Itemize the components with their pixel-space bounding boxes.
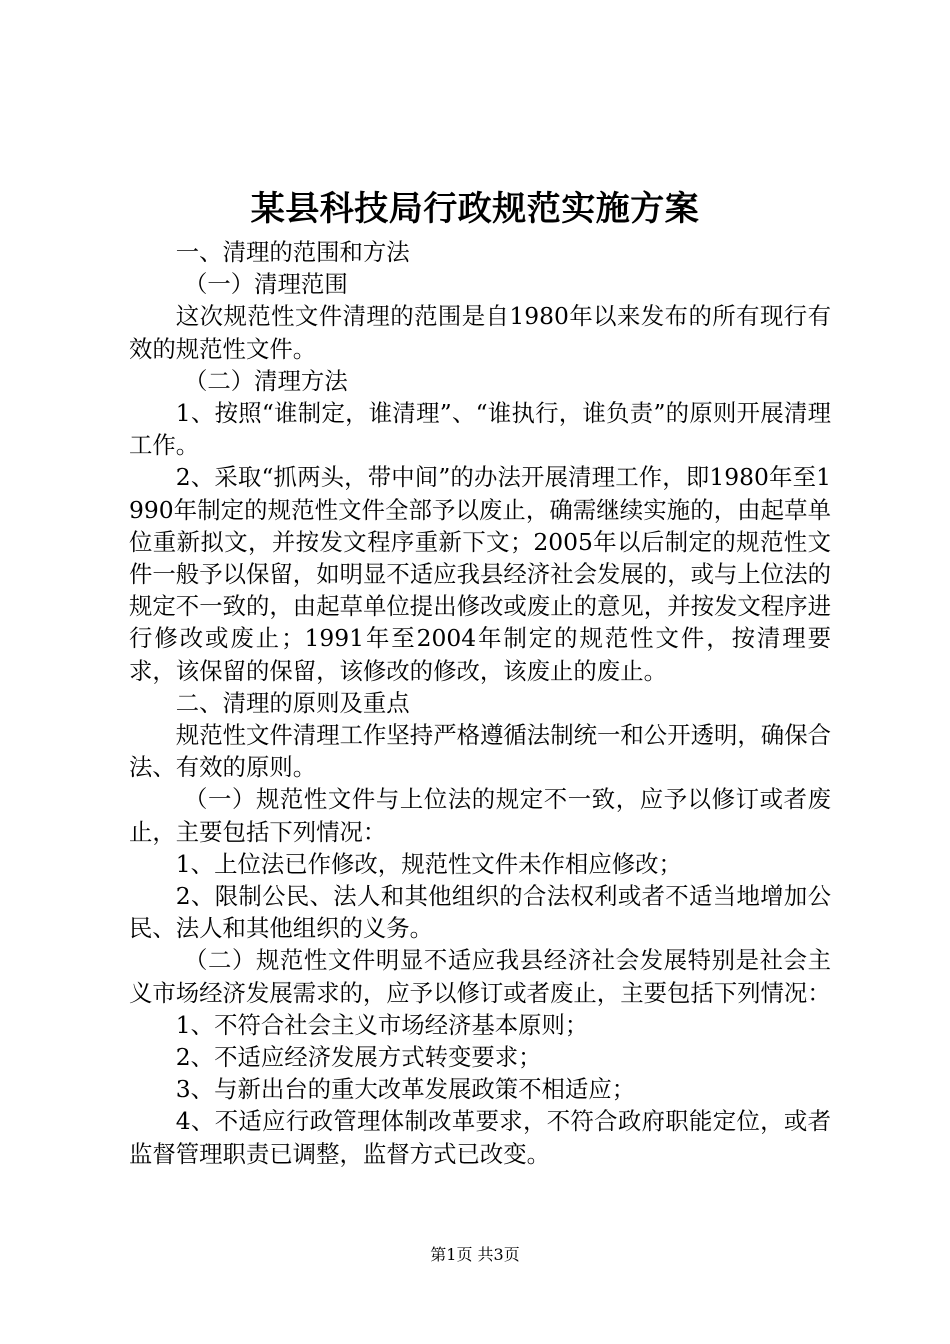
paragraph-point-2-1: （一）规范性文件与上位法的规定不一致，应予以修订或者废止，主要包括下列情况： <box>129 785 831 846</box>
document-title: 某县科技局行政规范实施方案 <box>250 189 700 229</box>
list-item-2-2-2: 2、不适应经济发展方式转变要求； <box>175 1043 542 1072</box>
section-heading-1: 一、清理的范围和方法 <box>175 238 410 266</box>
document-body <box>129 236 831 1170</box>
subsection-heading-1-2: （二）清理方法 <box>183 366 348 395</box>
paragraph-scope: 这次规范性文件清理的范围是自1980年以来发布的所有现行有效的规范性文件。 <box>129 302 831 363</box>
list-item-2-1-1: 1、上位法已作修改，规范性文件未作相应修改； <box>175 849 682 878</box>
list-item-2-2-4: 4、不适应行政管理体制改革要求，不符合政府职能定位，或者监督管理职责已调整，监督方式已改变。 <box>129 1107 831 1168</box>
paragraph-point-2-2: （二）规范性文件明显不适应我县经济社会发展特别是社会主义市场经济发展需求的，应予以修订或者废止，主要包括下列情况： <box>129 946 831 1007</box>
list-item-2-2-1: 1、不符合社会主义市场经济基本原则； <box>175 1010 589 1039</box>
list-item-2-2-3: 3、与新出台的重大改革发展政策不相适应； <box>175 1075 636 1104</box>
paragraph-method-2: 2、采取“抓两头，带中间”的办法开展清理工作，即1980年至1990年制定的规范性文件全部予以废止，确需继续实施的，由起草单位重新拟文，并按发文程序重新下文；2005年以后制定的规范性文件一般予以保留，如明显不适应我县经济社会发展的，或与上位法的规定不一致的，由起草单位提出修改或废止的意见，并按发文程序进行修改或废止；1991年至2004年制定的规范性文件，按清理要求，该保留的保留，该修改的修改，该废止的废止。 <box>129 463 831 685</box>
paragraph-principle: 规范性文件清理工作坚持严格遵循法制统一和公开透明，确保合法、有效的原则。 <box>129 721 831 782</box>
subsection-heading-1-1: （一）清理范围 <box>183 270 348 299</box>
paragraph-method-1: 1、按照“谁制定，谁清理”、“谁执行，谁负责”的原则开展清理工作。 <box>129 399 831 460</box>
page-number: 第1页 共3页 <box>430 1245 520 1264</box>
section-heading-2: 二、清理的原则及重点 <box>175 688 410 717</box>
list-item-2-1-2: 2、限制公民、法人和其他组织的合法权利或者不适当地增加公民、法人和其他组织的义务。 <box>129 882 831 943</box>
